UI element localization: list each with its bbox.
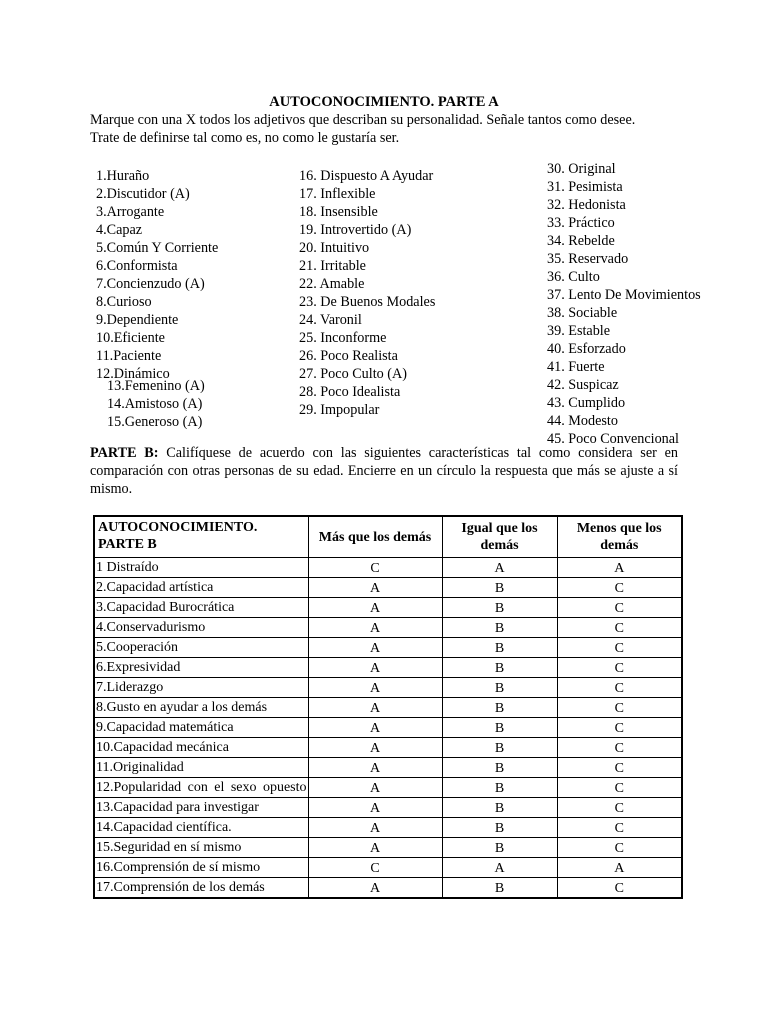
rating-option[interactable]	[557, 838, 682, 858]
rating-letter: C	[614, 781, 624, 796]
rating-option[interactable]	[557, 718, 682, 738]
rating-letter: A	[369, 801, 381, 816]
trait-label	[94, 778, 308, 798]
rating-option[interactable]	[308, 578, 442, 598]
rating-option[interactable]	[557, 878, 682, 899]
adjective-item: 24. Varonil	[299, 312, 362, 328]
rating-option[interactable]	[557, 578, 682, 598]
trait-label	[94, 698, 308, 718]
rating-letter: A	[614, 561, 625, 576]
rating-letter: C	[614, 741, 624, 756]
adjective-item: 3.Arrogante	[96, 204, 165, 220]
rating-letter: C	[614, 821, 624, 836]
rating-letter: B	[494, 581, 505, 596]
part-b-instructions	[90, 444, 678, 498]
rating-option[interactable]	[308, 858, 442, 878]
rating-option[interactable]	[442, 778, 557, 798]
table-row	[94, 738, 682, 758]
adjective-item: 30. Original	[547, 161, 616, 177]
rating-letter: C	[614, 641, 624, 656]
rating-letter: C	[614, 581, 624, 596]
rating-letter: A	[614, 861, 625, 876]
trait-label	[94, 758, 308, 778]
rating-option[interactable]	[557, 858, 682, 878]
rating-letter: C	[614, 661, 624, 676]
table-row	[94, 558, 682, 578]
rating-letter: B	[494, 821, 505, 836]
header-equal: Igual que los demás	[442, 516, 557, 558]
rating-letter: A	[369, 761, 381, 776]
rating-letter: B	[494, 721, 505, 736]
rating-option[interactable]	[308, 598, 442, 618]
rating-option[interactable]	[557, 778, 682, 798]
self-rating-table	[93, 515, 683, 899]
adjective-item: 2.Discutidor (A)	[96, 186, 190, 202]
instructions-line-2: Trate de definirse tal como es, no como le gustaría ser.	[90, 130, 400, 146]
rating-letter: B	[494, 621, 505, 636]
rating-option[interactable]	[442, 578, 557, 598]
rating-letter: C	[614, 841, 624, 856]
adjective-item: 26. Poco Realista	[299, 348, 398, 364]
rating-option[interactable]	[308, 878, 442, 899]
adjective-item: 12.Dinámico	[96, 366, 170, 382]
trait-label	[94, 798, 308, 818]
rating-letter: A	[369, 741, 381, 756]
rating-option[interactable]	[557, 658, 682, 678]
trait-label	[94, 678, 308, 698]
rating-letter: B	[494, 801, 505, 816]
adjective-item: 6.Conformista	[96, 258, 178, 274]
adjective-item: 34. Rebelde	[547, 233, 615, 249]
part-b-text: Califíquese de acuerdo con las siguientes características tal como considera ser en comparación con otras personas de su edad. Encierre en un círculo la respuesta que más se ajuste a sí mismo.	[90, 445, 679, 497]
adjective-item: 7.Concienzudo (A)	[96, 276, 205, 292]
rating-option[interactable]	[557, 678, 682, 698]
rating-option[interactable]	[442, 598, 557, 618]
trait-text: 11.Originalidad	[96, 760, 184, 775]
trait-text: 9.Capacidad matemática	[96, 720, 234, 735]
rating-letter: C	[614, 801, 624, 816]
rating-option[interactable]	[442, 758, 557, 778]
trait-text: 15.Seguridad en sí mismo	[96, 840, 242, 855]
trait-text: 12.Popularidad con el sexo opuesto	[96, 780, 307, 795]
rating-option[interactable]	[308, 618, 442, 638]
table-row	[94, 878, 682, 899]
rating-option[interactable]	[308, 818, 442, 838]
part-b-label: PARTE B:	[90, 445, 159, 461]
trait-label	[94, 818, 308, 838]
rating-letter: A	[369, 581, 381, 596]
adjective-item: 32. Hedonista	[547, 197, 626, 213]
rating-option[interactable]	[442, 798, 557, 818]
trait-label	[94, 638, 308, 658]
adjective-item: 44. Modesto	[547, 413, 618, 429]
adjective-item: 40. Esforzado	[547, 341, 626, 357]
trait-label	[94, 718, 308, 738]
rating-option[interactable]	[308, 638, 442, 658]
adjective-item: 38. Sociable	[547, 305, 618, 321]
rating-option[interactable]	[557, 638, 682, 658]
adjective-item: 16. Dispuesto A Ayudar	[299, 168, 434, 184]
table-row	[94, 858, 682, 878]
trait-text: 7.Liderazgo	[96, 680, 164, 695]
rating-letter: A	[494, 861, 505, 876]
rating-letter: B	[494, 701, 505, 716]
adjective-item: 13.Femenino (A)	[107, 378, 205, 394]
rating-letter: C	[614, 601, 624, 616]
rating-letter: B	[494, 741, 505, 756]
table-row	[94, 678, 682, 698]
rating-option[interactable]	[557, 598, 682, 618]
adjective-item: 45. Poco Convencional	[547, 431, 680, 447]
adjective-item: 43. Cumplido	[547, 395, 626, 411]
instructions	[90, 111, 690, 147]
adjective-list-column-3	[547, 160, 701, 448]
rating-letter: A	[369, 621, 381, 636]
header-trait: AUTOCONOCIMIENTO. PARTE B	[94, 516, 308, 558]
trait-text: 6.Expresividad	[96, 660, 181, 675]
rating-letter: B	[494, 681, 505, 696]
rating-option[interactable]	[308, 738, 442, 758]
trait-text: 10.Capacidad mecánica	[96, 740, 229, 755]
table-row	[94, 638, 682, 658]
rating-letter: B	[494, 841, 505, 856]
adjective-item: 31. Pesimista	[547, 179, 623, 195]
rating-letter: C	[614, 701, 624, 716]
rating-letter: C	[614, 721, 624, 736]
rating-letter: B	[494, 781, 505, 796]
table-row	[94, 718, 682, 738]
trait-text: 3.Capacidad Burocrática	[96, 600, 235, 615]
adjective-item: 28. Poco Idealista	[299, 384, 401, 400]
rating-letter: A	[369, 661, 381, 676]
rating-letter: A	[494, 561, 505, 576]
trait-label	[94, 878, 308, 899]
trait-text: 2.Capacidad artística	[96, 580, 214, 595]
trait-text: 1 Distraído	[96, 560, 159, 575]
rating-letter: A	[369, 721, 381, 736]
adjective-item: 41. Fuerte	[547, 359, 605, 375]
rating-letter: A	[369, 821, 381, 836]
adjective-item: 42. Suspicaz	[547, 377, 619, 393]
rating-letter: A	[369, 881, 381, 896]
adjective-item: 29. Impopular	[299, 402, 380, 418]
rating-option[interactable]	[442, 858, 557, 878]
rating-option[interactable]	[442, 558, 557, 578]
table-row	[94, 698, 682, 718]
rating-option[interactable]	[442, 678, 557, 698]
trait-text: 17.Comprensión de los demás	[96, 880, 265, 895]
rating-option[interactable]	[442, 658, 557, 678]
trait-text: 16.Comprensión de sí mismo	[96, 860, 261, 875]
rating-letter: B	[494, 641, 505, 656]
header-less: Menos que los demás	[557, 516, 682, 558]
trait-label	[94, 598, 308, 618]
rating-option[interactable]	[308, 678, 442, 698]
trait-text: 13.Capacidad para investigar	[96, 800, 259, 815]
trait-text: 4.Conservadurismo	[96, 620, 206, 635]
rating-letter: C	[370, 861, 380, 876]
rating-option[interactable]	[442, 878, 557, 899]
rating-option[interactable]	[308, 778, 442, 798]
trait-label	[94, 618, 308, 638]
rating-letter: A	[369, 601, 381, 616]
adjective-item: 19. Introvertido (A)	[299, 222, 412, 238]
trait-text: 14.Capacidad científica.	[96, 820, 232, 835]
rating-letter: B	[494, 761, 505, 776]
table-row	[94, 758, 682, 778]
rating-option[interactable]	[308, 558, 442, 578]
table-row	[94, 798, 682, 818]
rating-letter: C	[614, 681, 624, 696]
rating-option[interactable]	[557, 618, 682, 638]
rating-letter: A	[369, 781, 381, 796]
trait-label	[94, 658, 308, 678]
rating-letter: A	[369, 641, 381, 656]
rating-letter: C	[370, 561, 380, 576]
table-row	[94, 578, 682, 598]
adjective-item: 25. Inconforme	[299, 330, 387, 346]
trait-label	[94, 858, 308, 878]
adjective-item: 14.Amistoso (A)	[107, 396, 203, 412]
rating-letter: C	[614, 881, 624, 896]
adjective-item: 27. Poco Culto (A)	[299, 366, 407, 382]
adjective-item: 10.Eficiente	[96, 330, 165, 346]
adjective-item: 37. Lento De Movimientos	[547, 287, 701, 303]
adjective-item: 39. Estable	[547, 323, 611, 339]
trait-text: 8.Gusto en ayudar a los demás	[96, 700, 268, 715]
adjective-item: 15.Generoso (A)	[107, 414, 203, 430]
adjective-list-column-1-continued	[107, 377, 205, 431]
adjective-item: 18. Insensible	[299, 204, 378, 220]
rating-letter: C	[614, 761, 624, 776]
adjective-item: 11.Paciente	[96, 348, 162, 364]
rating-option[interactable]	[308, 758, 442, 778]
trait-label	[94, 838, 308, 858]
adjective-item: 8.Curioso	[96, 294, 152, 310]
instructions-line-1: Marque con una X todos los adjetivos que describan su personalidad. Señale tantos como desee.	[90, 112, 636, 128]
rating-letter: A	[369, 841, 381, 856]
adjective-item: 17. Inflexible	[299, 186, 376, 202]
trait-label	[94, 558, 308, 578]
adjective-list-column-1	[96, 167, 218, 383]
rating-option[interactable]	[442, 738, 557, 758]
trait-label	[94, 738, 308, 758]
rating-option[interactable]	[557, 798, 682, 818]
adjective-item: 20. Intuitivo	[299, 240, 370, 256]
rating-option[interactable]	[557, 758, 682, 778]
rating-option[interactable]	[557, 698, 682, 718]
rating-option[interactable]	[308, 698, 442, 718]
rating-letter: B	[494, 881, 505, 896]
rating-option[interactable]	[308, 658, 442, 678]
adjective-item: 5.Común Y Corriente	[96, 240, 219, 256]
trait-text: 5.Cooperación	[96, 640, 179, 655]
rating-option[interactable]	[557, 818, 682, 838]
rating-option[interactable]	[442, 638, 557, 658]
table-row	[94, 818, 682, 838]
page-title: AUTOCONOCIMIENTO. PARTE A	[269, 94, 499, 110]
rating-option[interactable]	[557, 738, 682, 758]
adjective-item: 4.Capaz	[96, 222, 143, 238]
header-more: Más que los demás	[308, 516, 442, 558]
table-row	[94, 618, 682, 638]
adjective-item: 23. De Buenos Modales	[299, 294, 436, 310]
adjective-list-column-2	[299, 167, 435, 419]
rating-option[interactable]	[442, 698, 557, 718]
rating-option[interactable]	[308, 838, 442, 858]
rating-letter: B	[494, 661, 505, 676]
adjective-item: 36. Culto	[547, 269, 600, 285]
rating-option[interactable]	[308, 798, 442, 818]
table-row	[94, 658, 682, 678]
adjective-item: 21. Irritable	[299, 258, 366, 274]
adjective-item: 22. Amable	[299, 276, 365, 292]
rating-letter: A	[369, 701, 381, 716]
table-row	[94, 598, 682, 618]
rating-option[interactable]	[442, 838, 557, 858]
rating-letter: A	[369, 681, 381, 696]
table-row	[94, 778, 682, 798]
rating-option[interactable]	[557, 558, 682, 578]
rating-option[interactable]	[442, 618, 557, 638]
rating-option[interactable]	[308, 718, 442, 738]
adjective-item: 33. Práctico	[547, 215, 615, 231]
table-row	[94, 838, 682, 858]
adjective-item: 9.Dependiente	[96, 312, 179, 328]
adjective-item: 35. Reservado	[547, 251, 629, 267]
trait-label	[94, 578, 308, 598]
rating-option[interactable]	[442, 718, 557, 738]
rating-letter: B	[494, 601, 505, 616]
rating-letter: C	[614, 621, 624, 636]
adjective-item: 1.Huraño	[96, 168, 150, 184]
rating-option[interactable]	[442, 818, 557, 838]
table-header-row	[94, 516, 682, 558]
